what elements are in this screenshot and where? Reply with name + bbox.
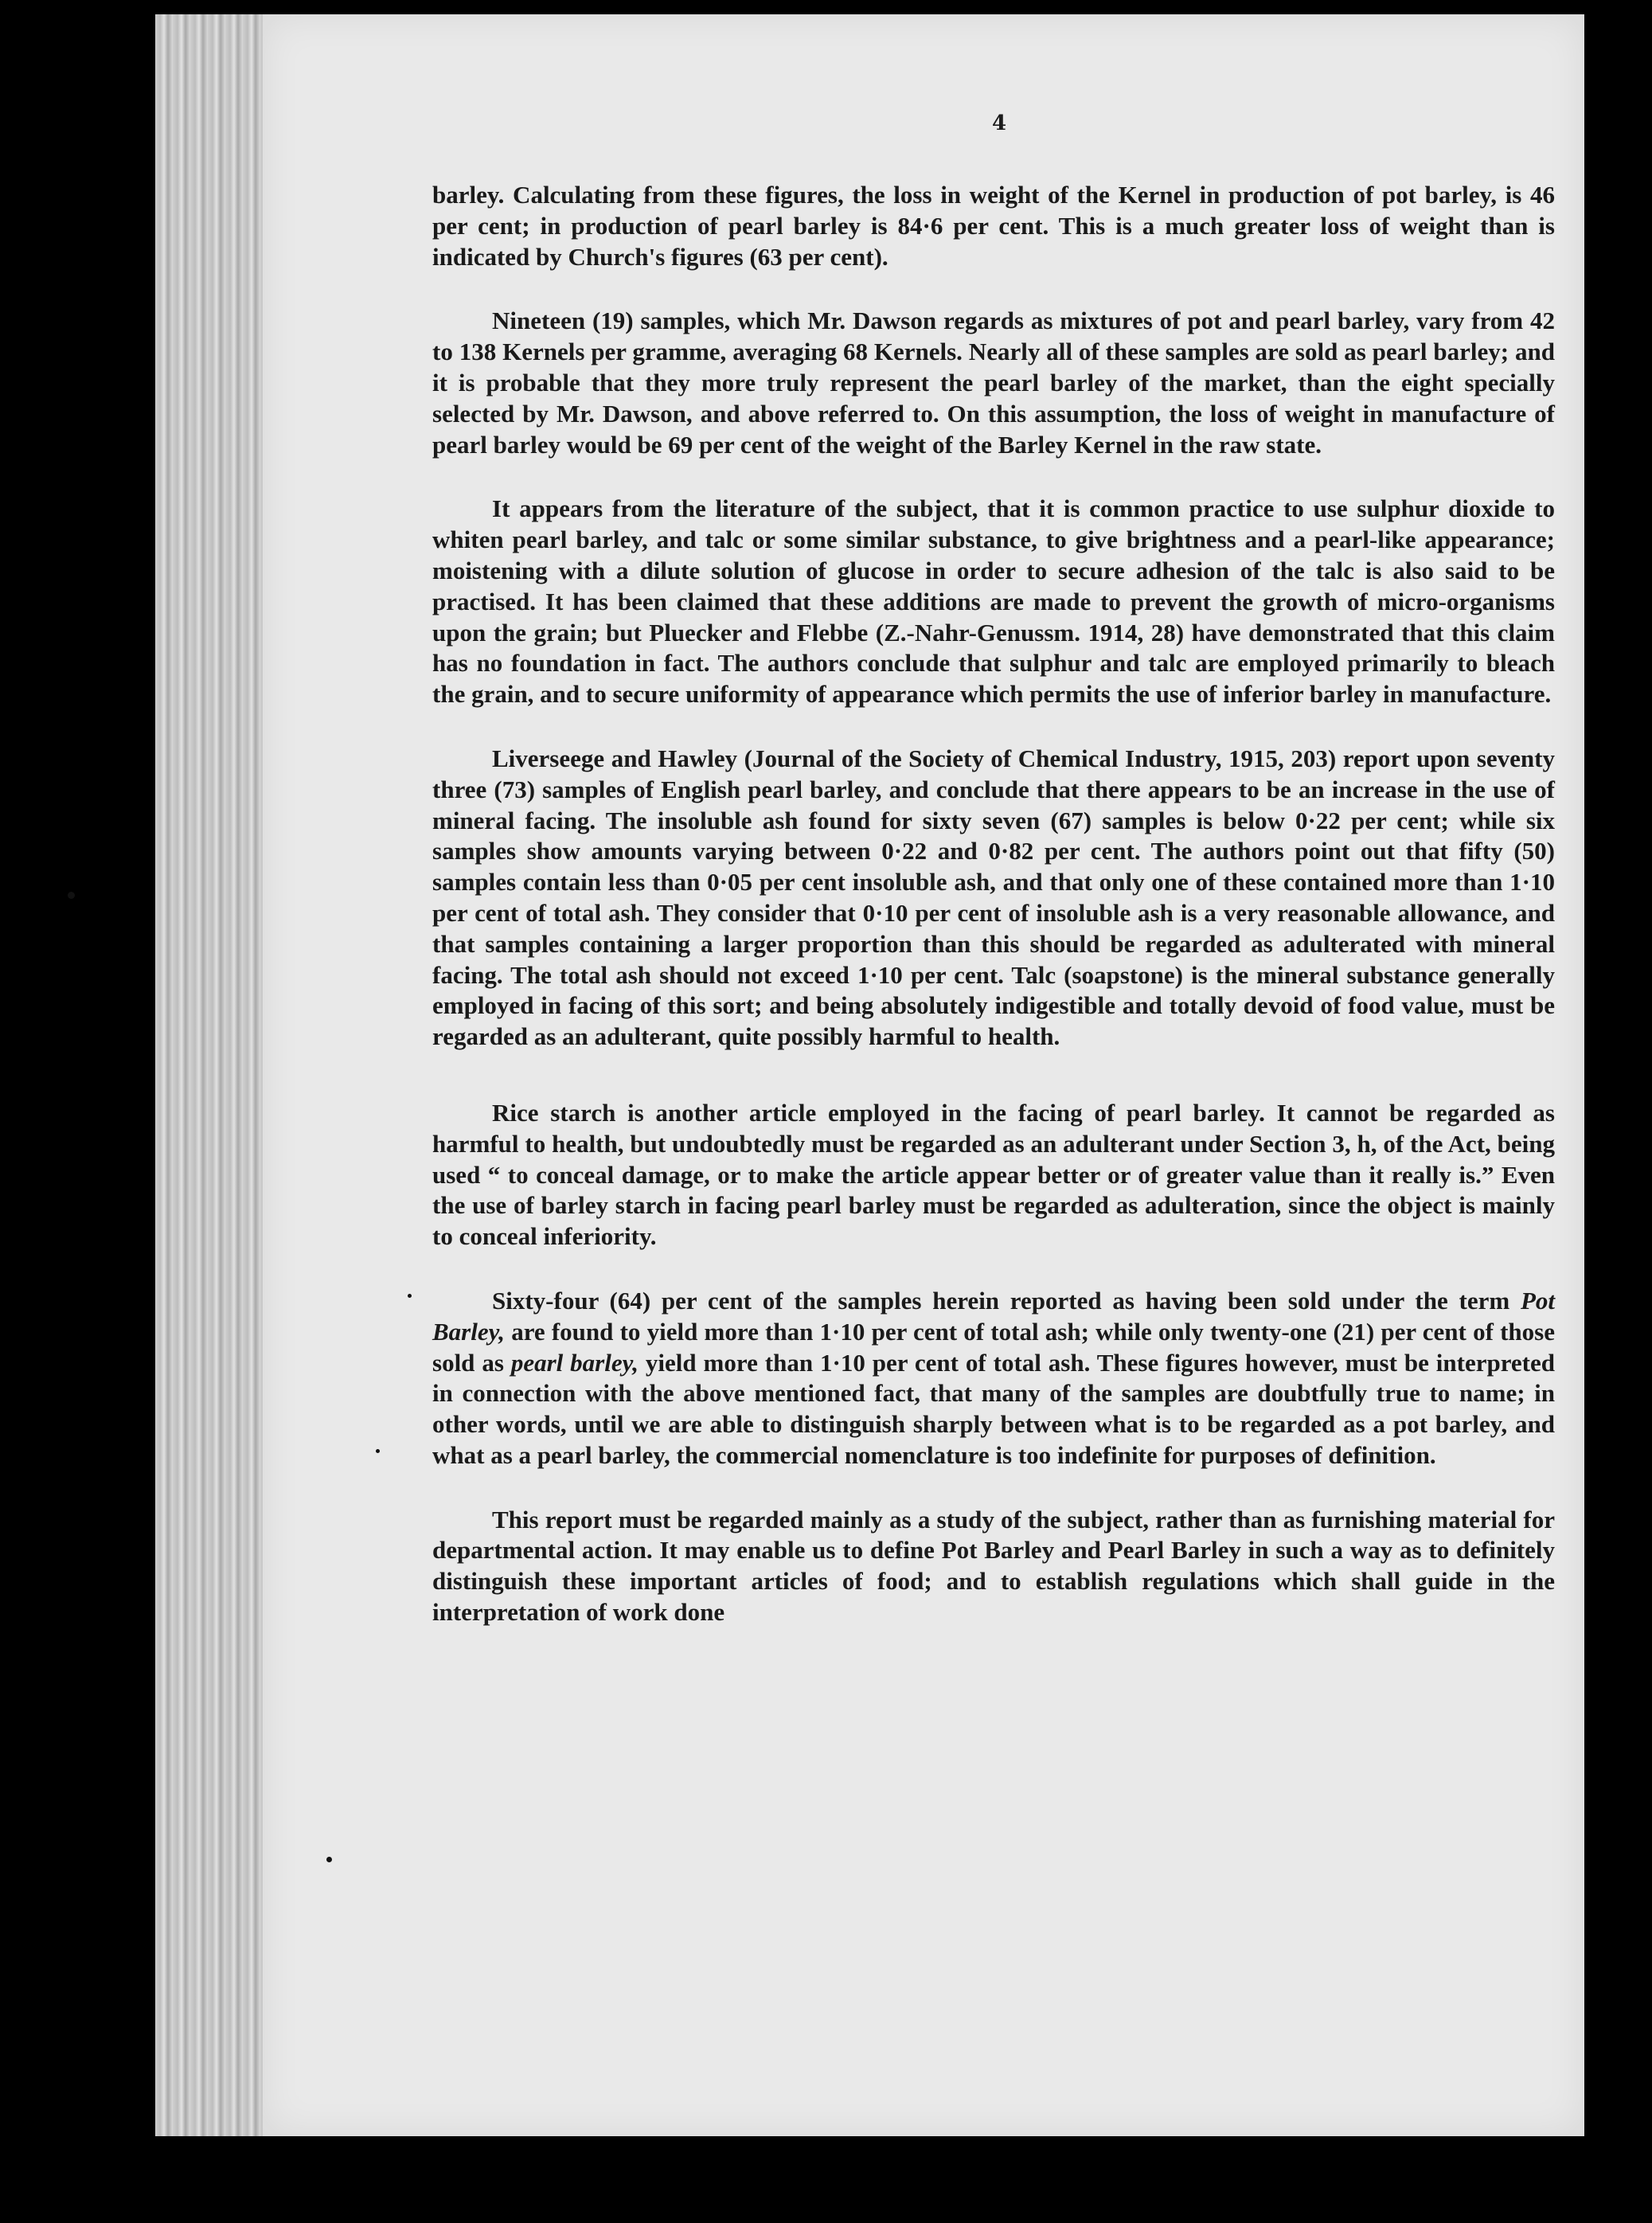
body-text bbox=[432, 180, 1555, 1628]
text-segment: Sixty-four (64) per cent of the samples herein reported as having been sold under the term bbox=[492, 1286, 1521, 1315]
paragraph-rice-starch: Rice starch is another article employed in the facing of pearl barley. It cannot be regarded as harmful to health, but undoubtedly must be regarded as an adulterant under Section 3, h, of the Act, being used “ to conceal damage, or to make the article appear better or of greater value than it really is.” Even the use of barley starch in facing pearl barley must be regarded as adulteration, since the object is mainly to conceal inferiority. bbox=[432, 1098, 1555, 1251]
text-segment: are found to yield more than 1·10 per cent of total ash; while only twenty-one (21) per cent of those sold as bbox=[432, 1317, 1555, 1377]
paragraph-report-conclusion: This report must be regarded mainly as a study of the subject, rather than as furnishing material for departmental action. It may enable us to define Pot Barley and Pearl Barley in such a way as to definitely distinguish these important articles of food; and to establish regulations which shall guide in the interpretation of work done bbox=[432, 1505, 1555, 1627]
term-pearl-barley: pearl barley, bbox=[510, 1348, 639, 1377]
text-segment: yield more than 1·10 per cent of total ash. These figures however, must be interpreted in connection with the above mentioned fact, that many of the samples are doubtfully true to name; in other words, until we are able to distinguish sharply between what is to be regarded as a pot barley, and what as a pearl barley, the commercial nomenclature is too indefinite for purposes of definition. bbox=[432, 1348, 1555, 1469]
scan-speck bbox=[376, 1449, 380, 1453]
paragraph-sulphur-talc: It appears from the literature of the subject, that it is common practice to use sulphur dioxide to whiten pearl barley, and talc or some similar substance, to give brightness and a pearl-like appearance; moistening with a dilute solution of glucose in order to secure adhesion of the talc is also said to be practised. It has been claimed that these additions are made to prevent the growth of micro-organisms upon the grain; but Pluecker and Flebbe (Z.-Nahr-Genussm. 1914, 28) have demonstrated that this claim has no foundation in fact. The authors conclude that sulphur and talc are employed primarily to bleach the grain, and to secure uniformity of appearance which permits the use of inferior barley in manufacture. bbox=[432, 494, 1555, 709]
scan-speck bbox=[326, 1857, 332, 1862]
paragraph-nineteen-samples: Nineteen (19) samples, which Mr. Dawson regards as mixtures of pot and pearl barley, vary from 42 to 138 Kernels per gramme, averaging 68 Kernels. Nearly all of these samples are sold as pearl barley; and it is probable that they more truly represent the pearl barley of the market, than the eight specially selected by Mr. Dawson, and above referred to. On this assumption, the loss of weight in manufacture of pearl barley would be 69 per cent of the weight of the Barley Kernel in the raw state. bbox=[432, 307, 1555, 459]
paragraph-sixty-four bbox=[432, 1286, 1555, 1471]
scan-speck bbox=[408, 1294, 412, 1298]
page-number: 4 bbox=[992, 111, 1007, 135]
paragraph-liverseege-hawley: Liverseege and Hawley (Journal of the Society of Chemical Industry, 1915, 203) report upon seventy three (73) samples of English pearl barley, and conclude that there appears to be an increase in the use of mineral facing. The insoluble ash found for sixty seven (67) samples is below 0·22 per cent; while six samples show amounts varying between 0·22 and 0·82 per cent. The authors point out that fifty (50) samples contain less than 0·05 per cent insoluble ash, and that only one of these contained more than 1·10 per cent of total ash. They consider that 0·10 per cent of insoluble ash is a very reasonable allowance, and that samples containing a larger proportion than this should be regarded as adulterated with mineral facing. The total ash should not exceed 1·10 per cent. Talc (soapstone) is the mineral substance generally employed in facing of this sort; and being absolutely indigestible and totally devoid of food value, must be regarded as an adulterant, quite possibly harmful to health. bbox=[432, 744, 1555, 1051]
term-pot-barley: Pot Barley, bbox=[432, 1286, 1555, 1346]
scan-speck bbox=[68, 892, 75, 899]
paragraph-barley-loss: barley. Calculating from these figures, the loss in weight of the Kernel in production of pot barley, is 46 per cent; in production of pearl barley is 84·6 per cent. This is a much greater loss of weight than is indicated by Church's figures (63 per cent). bbox=[432, 181, 1555, 271]
